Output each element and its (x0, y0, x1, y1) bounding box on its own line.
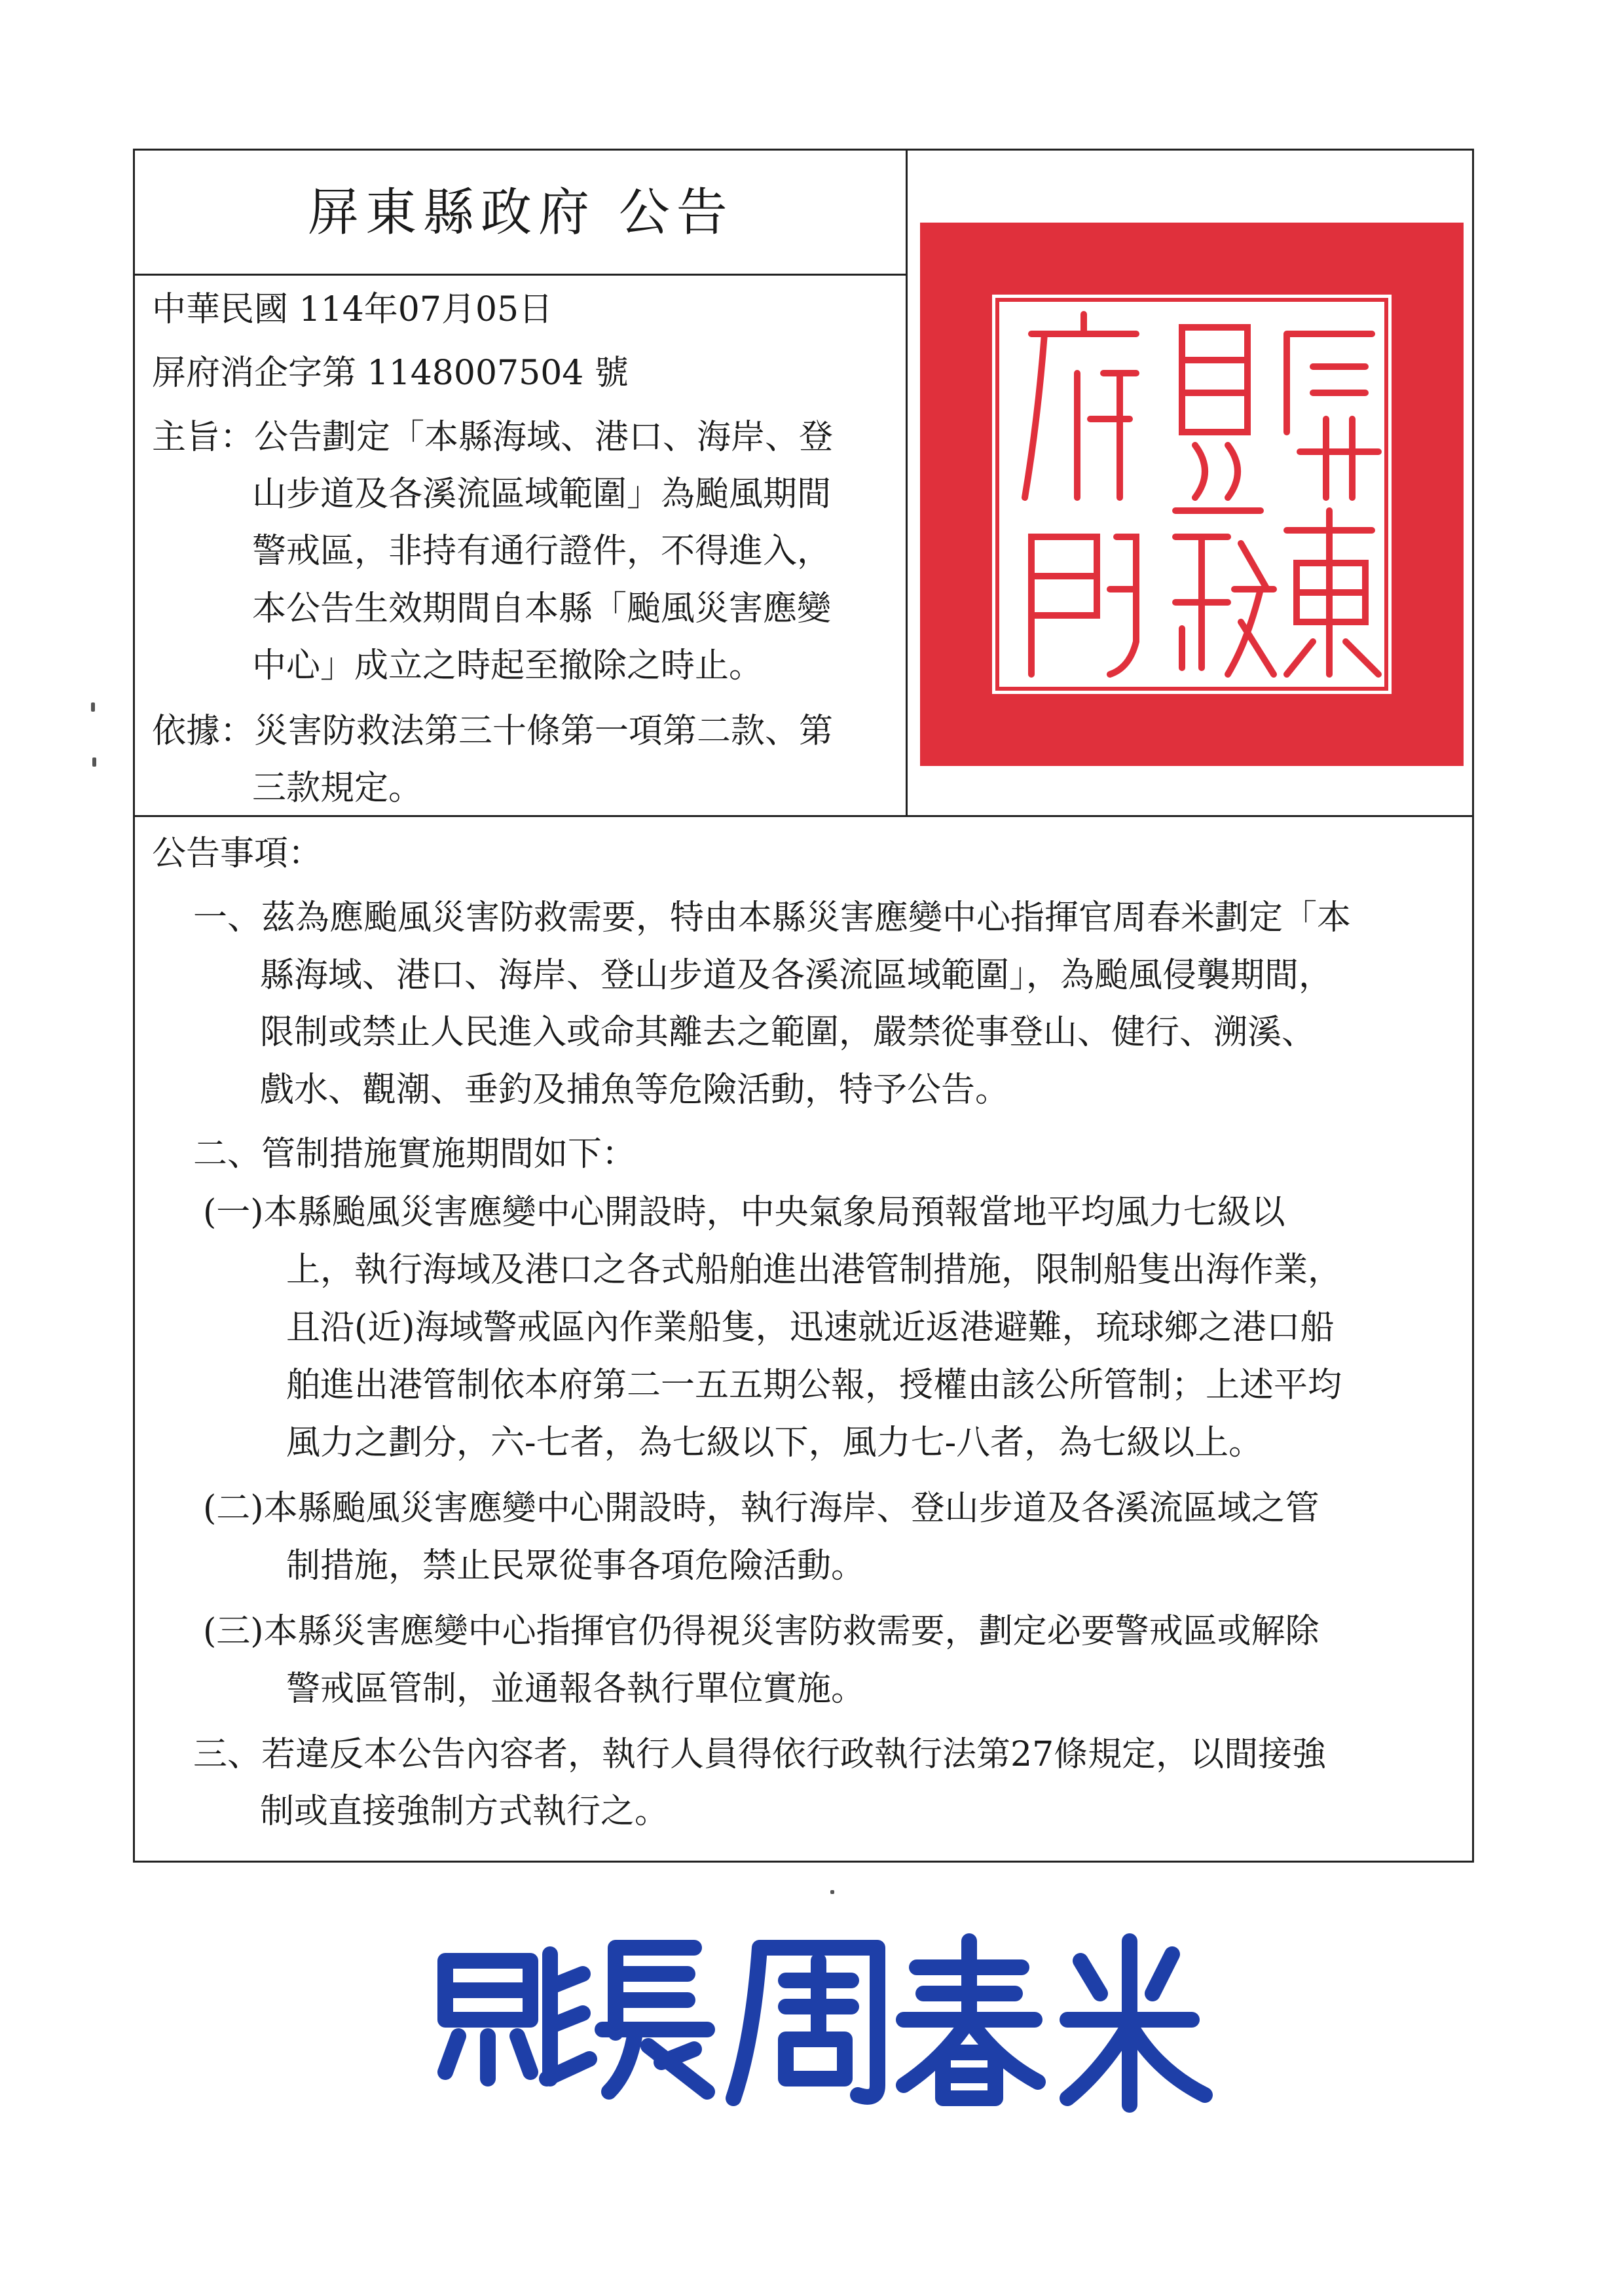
item-1-line: 一、茲為應颱風災害防救需要，特由本縣災害應變中心指揮官周春米劃定「本 (193, 898, 1352, 938)
items-heading: 公告事項： (152, 834, 323, 873)
basis-line: 依據：災害防救法第三十條第一項第二款、第 (152, 712, 834, 751)
item-1-line: 限制或禁止人民進入或命其離去之範圍，嚴禁從事登山、健行、溯溪、 (260, 1013, 1316, 1052)
scan-mark (92, 757, 96, 767)
subject-line: 山步道及各溪流區域範圍」為颱風期間 (252, 475, 832, 514)
basis-line: 三款規定。 (252, 769, 423, 808)
sub-item-1-line: 上，執行海域及港口之各式船舶進出港管制措施，限制船隻出海作業， (286, 1250, 1342, 1290)
item-2-heading: 二、管制措施實施期間如下： (193, 1135, 637, 1174)
item-1-line: 戲水、觀潮、垂釣及捕魚等危險活動，特予公告。 (260, 1070, 1010, 1110)
subject-line: 本公告生效期間自本縣「颱風災害應變 (252, 589, 832, 629)
subject-line: 中心」成立之時起至撤除之時止。 (252, 646, 764, 685)
sub-item-2-line: 制措施，禁止民眾從事各項危險活動。 (286, 1546, 866, 1586)
divider-title (133, 274, 906, 276)
sub-item-3-line: (三)本縣災害應變中心指揮官仍得視災害防救需要，劃定必要警戒區或解除 (203, 1612, 1320, 1651)
scan-dot (830, 1890, 834, 1894)
issue-date: 中華民國 114年07月05日 (152, 290, 553, 329)
scan-mark (91, 702, 95, 712)
official-seal (920, 223, 1464, 766)
divider-seal-column (906, 149, 908, 816)
document-number: 屏府消企字第 1148007504 號 (152, 354, 629, 393)
subject-line: 主旨：公告劃定「本縣海域、港口、海岸、登 (152, 418, 834, 457)
mayor-signature (419, 1922, 1257, 2118)
item-3-line: 制或直接強制方式執行之。 (260, 1792, 669, 1831)
item-1-line: 縣海域、港口、海岸、登山步道及各溪流區域範圍」，為颱風侵襲期間， (260, 956, 1333, 995)
sub-item-1-line: 舶進出港管制依本府第二一五五期公報，授權由該公所管制；上述平均 (286, 1366, 1342, 1405)
sub-item-1-line: 且沿(近)海域警戒區內作業船隻，迅速就近返港避難，琉球鄉之港口船 (286, 1308, 1335, 1347)
sub-item-1-line: 風力之劃分，六-七者，為七級以下，風力七-八者，為七級以上。 (286, 1423, 1263, 1463)
sub-item-1-line: (一)本縣颱風災害應變中心開設時，中央氣象局預報當地平均風力七級以 (203, 1193, 1285, 1232)
sub-item-3-line: 警戒區管制，並通報各執行單位實施。 (286, 1669, 866, 1709)
item-3-line: 三、若違反本公告內容者，執行人員得依行政執行法第27條規定，以間接強 (193, 1735, 1327, 1774)
page-title: 屏東縣政府 公告 (308, 183, 734, 242)
subject-line: 警戒區，非持有通行證件，不得進入， (252, 532, 832, 571)
sub-item-2-line: (二)本縣颱風災害應變中心開設時，執行海岸、登山步道及各溪流區域之管 (203, 1489, 1320, 1528)
divider-header (133, 815, 1474, 817)
